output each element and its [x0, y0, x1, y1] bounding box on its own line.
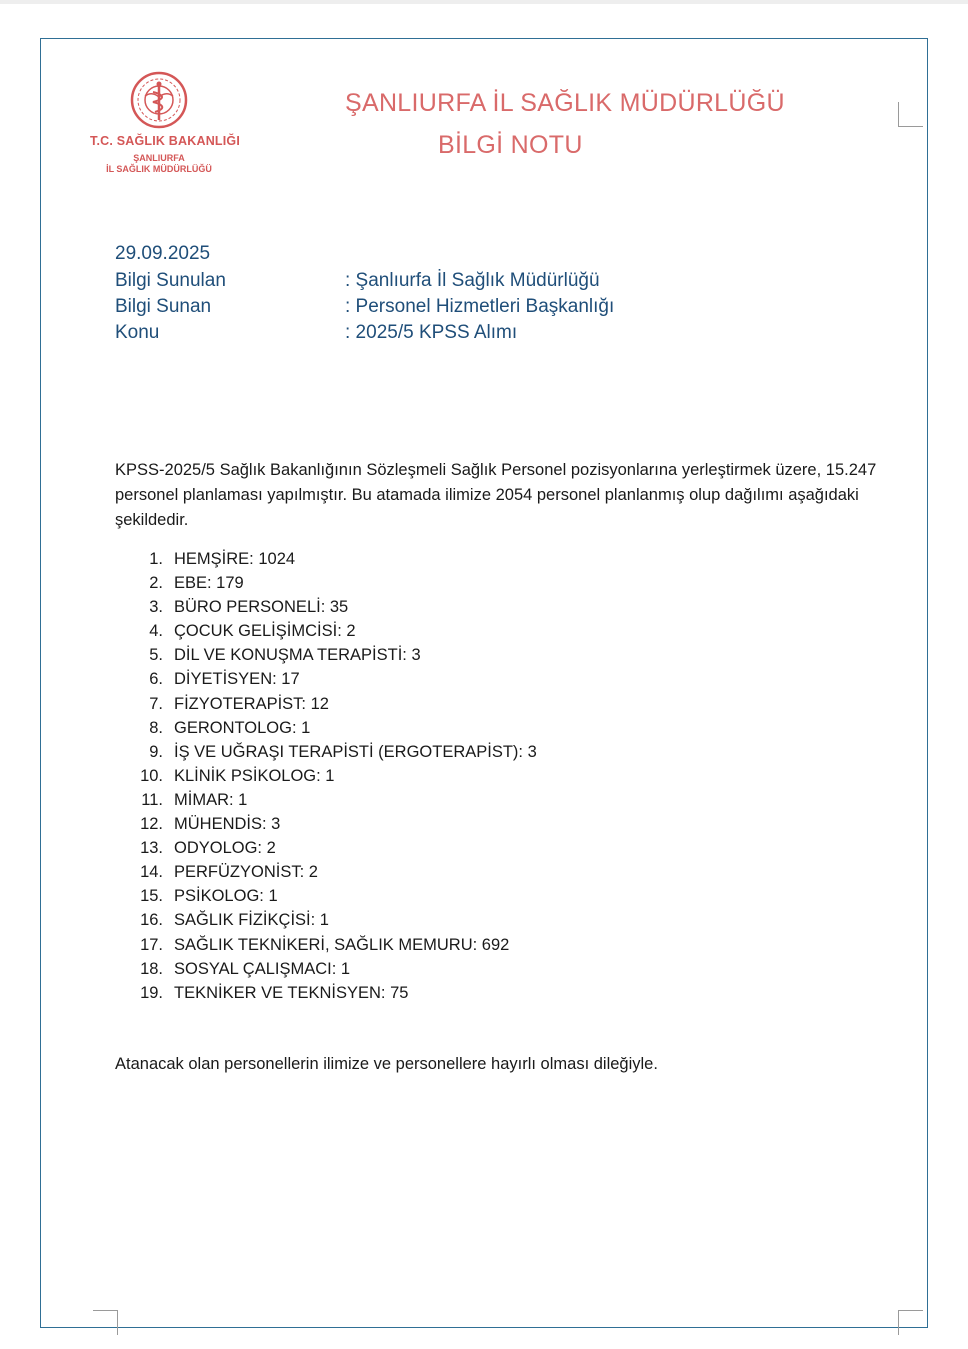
- list-item-number: 5.: [149, 646, 163, 665]
- corner-mark-top-right: [898, 102, 923, 127]
- list-item-text: DİYETİSYEN: 17: [174, 670, 300, 689]
- ministry-emblem-icon: [129, 70, 189, 130]
- meta-label: Bilgi Sunan: [115, 296, 212, 317]
- list-item: [115, 788, 248, 812]
- list-item: [115, 571, 244, 595]
- list-item-text: KLİNİK PSİKOLOG: 1: [174, 766, 335, 785]
- list-item-text: ÇOCUK GELİŞİMCİSİ: 2: [174, 622, 356, 641]
- meta-label: Bilgi Sunulan: [115, 270, 226, 291]
- list-item-number: 13.: [140, 839, 163, 858]
- list-item-number: 1.: [149, 550, 163, 568]
- list-item-text: SAĞLIK TEKNİKERİ, SAĞLIK MEMURU: 692: [174, 935, 510, 954]
- list-item: [115, 764, 335, 788]
- list-item-number: 6.: [149, 670, 163, 689]
- top-strip: [0, 0, 968, 4]
- intro-paragraph: KPSS-2025/5 Sağlık Bakanlığının Sözleşmeli Sağlık Personel pozisyonlarına yerleştirmek üzere, 15.247 personel planlaması yapılmıştır. Bu atamada ilimize 2054 personel planlanmış olup dağılımı aşağıdaki şekildedir.: [115, 461, 877, 529]
- list-item: [115, 933, 510, 957]
- list-item-number: 18.: [140, 959, 163, 978]
- logo-line-city: ŞANLIURFA: [133, 153, 185, 163]
- list-item: [115, 860, 318, 884]
- list-item-number: 9.: [149, 742, 163, 761]
- logo-line-directorate: İL SAĞLIK MÜDÜRLÜĞÜ: [106, 164, 212, 174]
- list-item-text: HEMŞİRE: 1024: [174, 550, 296, 568]
- meta-label: Konu: [115, 322, 160, 343]
- list-item: [115, 836, 276, 860]
- list-item: [115, 981, 409, 1005]
- meta-row-sender: [115, 296, 615, 318]
- meta-value: : Şanlıurfa İl Sağlık Müdürlüğü: [345, 270, 600, 291]
- list-item-number: 10.: [140, 766, 163, 785]
- position-list: [115, 547, 537, 1005]
- list-item-text: ODYOLOG: 2: [174, 839, 276, 858]
- list-item-text: EBE: 179: [174, 574, 244, 593]
- list-item-number: 12.: [140, 815, 163, 834]
- list-item: [115, 740, 537, 764]
- list-item: [115, 643, 421, 667]
- list-item-text: İŞ VE UĞRAŞI TERAPİSTİ (ERGOTERAPİST): 3: [174, 742, 537, 761]
- list-item: [115, 716, 311, 740]
- list-item: [115, 812, 281, 836]
- list-item-number: 4.: [149, 622, 163, 641]
- meta-row-recipient: [115, 270, 600, 292]
- list-item-number: 7.: [149, 694, 163, 713]
- meta-value: : 2025/5 KPSS Alımı: [345, 322, 518, 343]
- list-item-text: PERFÜZYONİST: 2: [174, 863, 318, 882]
- list-item: [115, 908, 329, 932]
- list-item: [115, 692, 329, 716]
- list-item: [115, 619, 356, 643]
- list-item-number: 15.: [140, 887, 163, 906]
- meta-row-subject: [115, 322, 518, 344]
- list-item: [115, 884, 278, 908]
- list-item-number: 17.: [140, 935, 163, 954]
- list-item-number: 11.: [141, 790, 163, 809]
- corner-mark-bottom-left: [93, 1310, 118, 1335]
- list-item-text: FİZYOTERAPİST: 12: [174, 694, 329, 713]
- list-item-text: MÜHENDİS: 3: [174, 815, 281, 834]
- list-item: [115, 595, 349, 619]
- list-item-text: GERONTOLOG: 1: [174, 718, 311, 737]
- list-item-text: SOSYAL ÇALIŞMACI: 1: [174, 959, 351, 978]
- date-line: 29.09.2025: [115, 243, 211, 264]
- ministry-logo: [90, 70, 241, 174]
- list-item-number: 2.: [149, 574, 163, 593]
- meta-value: : Personel Hizmetleri Başkanlığı: [345, 296, 615, 317]
- list-item-number: 16.: [140, 911, 163, 930]
- page-subtitle: BİLGİ NOTU: [438, 131, 583, 159]
- corner-mark-bottom-right: [898, 1310, 923, 1335]
- page-title: ŞANLIURFA İL SAĞLIK MÜDÜRLÜĞÜ: [345, 89, 785, 117]
- list-item-text: MİMAR: 1: [174, 790, 248, 809]
- list-item-text: TEKNİKER VE TEKNİSYEN: 75: [174, 983, 409, 1002]
- list-item: [115, 547, 296, 571]
- list-item-number: 3.: [149, 598, 163, 617]
- list-item-text: SAĞLIK FİZİKÇİSİ: 1: [174, 911, 329, 930]
- logo-line-ministry: T.C. SAĞLIK BAKANLIĞI: [90, 134, 241, 148]
- list-item-number: 19.: [140, 983, 163, 1002]
- list-item-text: DİL VE KONUŞMA TERAPİSTİ: 3: [174, 646, 421, 665]
- list-item-text: BÜRO PERSONELİ: 35: [174, 598, 349, 617]
- list-item: [115, 667, 300, 691]
- list-item: [115, 957, 351, 981]
- list-item-number: 14.: [140, 863, 163, 882]
- list-item-number: 8.: [149, 718, 163, 737]
- closing-paragraph: Atanacak olan personellerin ilimize ve personellere hayırlı olması dileğiyle.: [115, 1055, 658, 1073]
- list-item-text: PSİKOLOG: 1: [174, 887, 278, 906]
